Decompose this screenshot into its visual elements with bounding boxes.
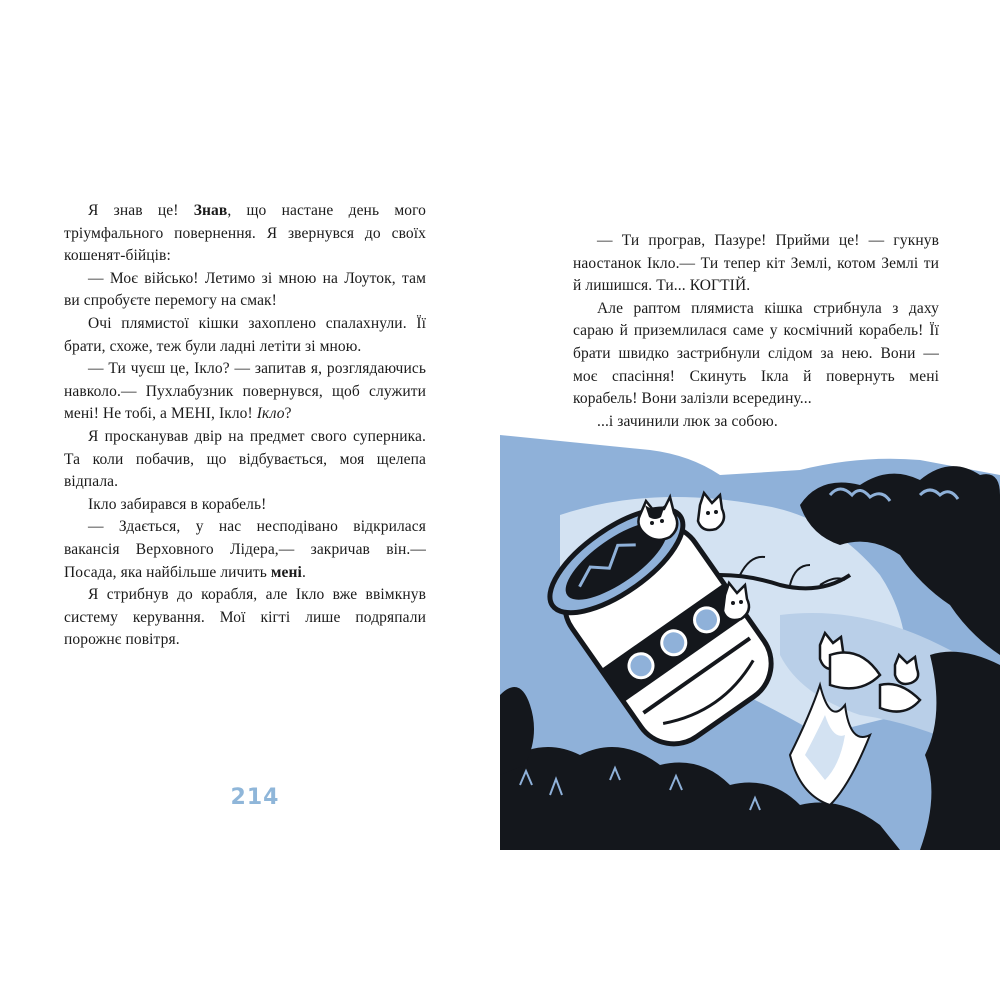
text-run: ? — [284, 405, 292, 423]
page-number: 214 — [230, 785, 280, 810]
paragraph — [573, 298, 939, 411]
paragraph — [64, 516, 426, 584]
paragraph — [573, 230, 939, 298]
text-run: — Здається, у нас несподівано відкрилася вакансія Верховного Лідера,— закричав він.— Посада, яка найбільше личить — [64, 518, 426, 581]
text-run: Очі плямистої кішки захоплено спалахнули. Її брати, схоже, теж були ладні летіти зі мною. — [64, 314, 426, 355]
text-run: ...і зачинили люк за собою. — [597, 412, 778, 430]
paragraph — [64, 494, 426, 517]
left-page-text — [64, 200, 426, 652]
paragraph — [64, 584, 426, 652]
text-run: Я просканував двір на предмет свого суперника. Та коли побачив, що відбувається, моя щелепа відпала. — [64, 427, 426, 491]
text-run: — Ти програв, Пазуре! Прийми це! — гукнув наостанок Ікло.— Ти тепер кіт Землі, котом Землі ти й лишишся. Ти... КОГТІЙ. — [573, 232, 939, 295]
paragraph — [64, 313, 426, 358]
text-run: Я знав це! — [88, 202, 194, 219]
paragraph — [573, 411, 939, 434]
text-run: Ікло забирався в корабель! — [88, 495, 267, 513]
right-page-text — [573, 230, 939, 433]
paragraph — [64, 426, 426, 494]
text-run: Але раптом плямиста кішка стрибнула з даху сараю й приземлилася саме у космічний корабель! Її брати швидко застрибнули слідом за нею. Вони — моє спасіння! Скинуть Ікла й повернуть мені корабель! Вони залізли всередину... — [573, 299, 939, 408]
paragraph — [64, 200, 426, 268]
paragraph — [64, 358, 426, 426]
text-run: — Моє військо! Летимо зі мною на Лоуток, там ви спробуєте перемогу на смак! — [64, 269, 426, 310]
paragraph — [64, 268, 426, 313]
spaceship-kittens-illustration — [500, 435, 1000, 850]
text-run: . — [301, 563, 306, 581]
text-run: Я стрибнув до корабля, але Ікло вже ввімкнув систему керування. Мої кігті лише подряпали порожнє повітря. — [64, 586, 426, 649]
italic-text: Ікло — [256, 405, 285, 423]
illustration — [500, 435, 1000, 850]
right-page — [500, 0, 1000, 1000]
bold-text: Знав — [193, 202, 228, 219]
text-run: , що настане день мого тріумфального повернення. Я звернувся до своїх кошенят-бійців: — [64, 202, 426, 265]
text-run: — Ти чуєш це, Ікло? — запитав я, розглядаючись навколо.— Пухлабузник повернувся, щоб служити мені! Не тобі, а МЕНІ, Ікло! — [64, 360, 426, 423]
bold-text: мені — [270, 563, 302, 581]
